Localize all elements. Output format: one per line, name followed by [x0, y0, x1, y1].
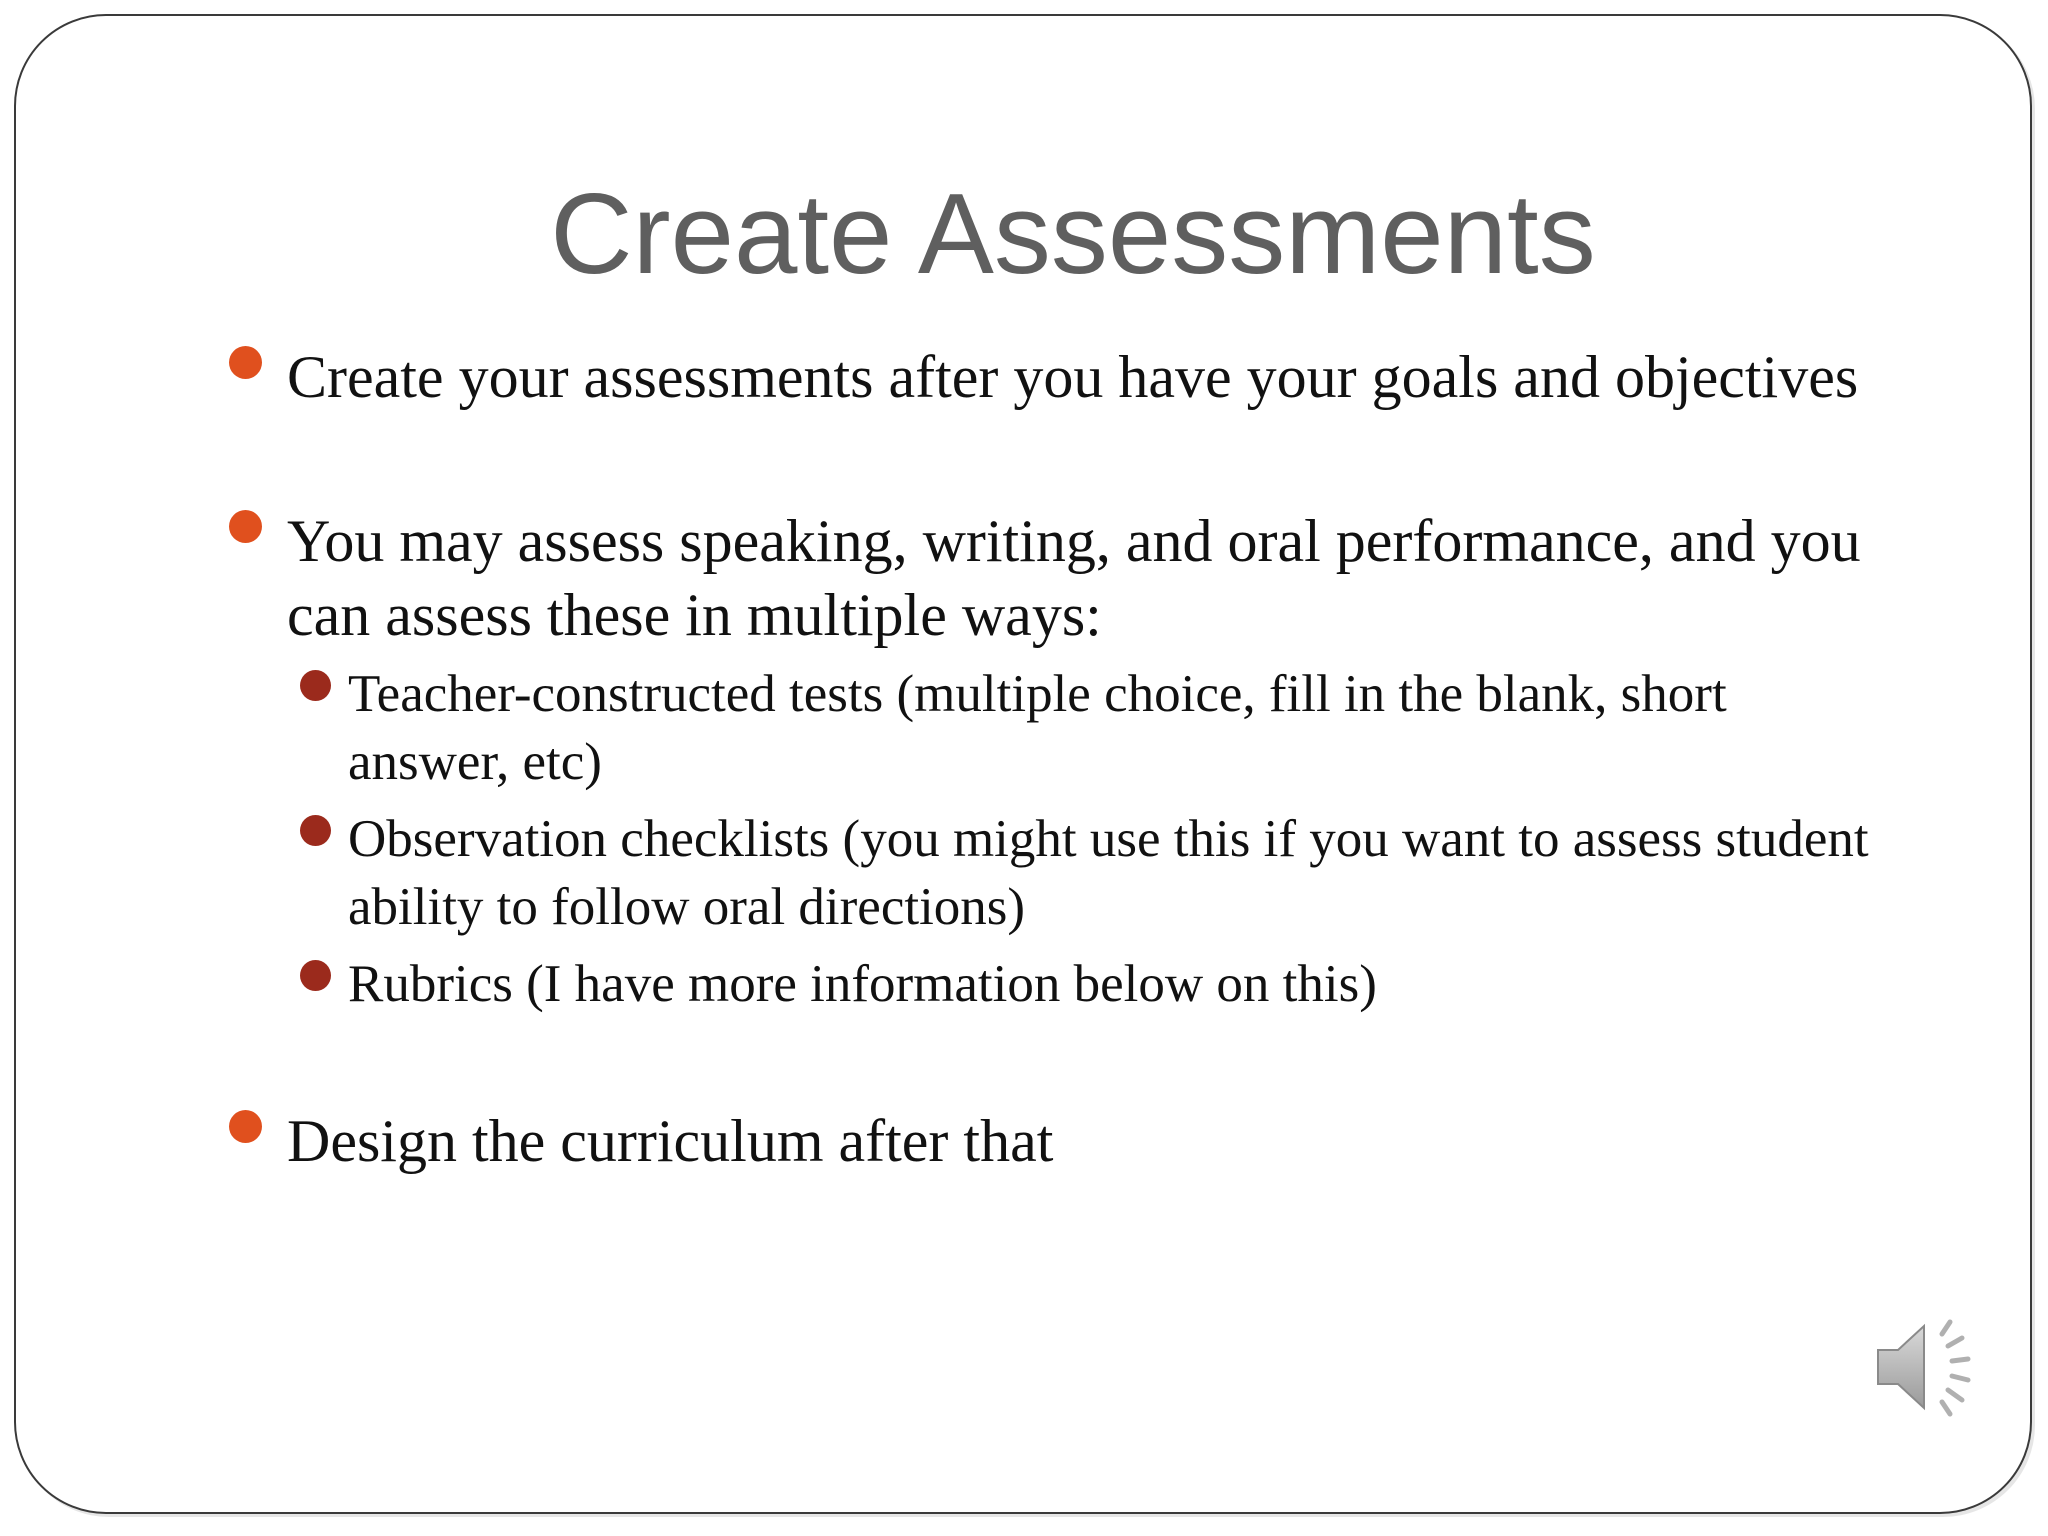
bullet-text: Teacher-constructed tests (multiple choice, fill in the blank, short answer, etc)	[348, 665, 1727, 791]
bullet-item	[287, 1104, 1927, 1178]
bullet-dot	[229, 346, 262, 379]
sub-bullet-dot	[300, 960, 331, 991]
bullet-text: Rubrics (I have more information below on this)	[348, 955, 1377, 1013]
speaker-icon[interactable]	[1872, 1312, 1982, 1422]
bullet-text: Design the curriculum after that	[287, 1108, 1054, 1174]
bullet-item	[287, 340, 1927, 414]
bullet-dot	[229, 1110, 262, 1143]
bullet-dot	[229, 510, 262, 543]
sub-bullet-dot	[300, 670, 331, 701]
bullet-text: You may assess speaking, writing, and oral performance, and you can assess these in multiple ways:	[287, 508, 1861, 648]
bullet-text: Create your assessments after you have your goals and objectives	[287, 344, 1859, 410]
sub-bullet-item	[348, 950, 1888, 1018]
bullet-item	[287, 504, 1927, 652]
bullet-text: Observation checklists (you might use this if you want to assess student ability to follow oral directions)	[348, 810, 1869, 936]
sub-bullet-dot	[300, 815, 331, 846]
speaker-icon-graphic	[1872, 1312, 1982, 1422]
sub-bullet-item	[348, 660, 1888, 796]
sub-bullet-item	[348, 805, 1888, 941]
slide-title: Create Assessments	[550, 171, 1596, 298]
